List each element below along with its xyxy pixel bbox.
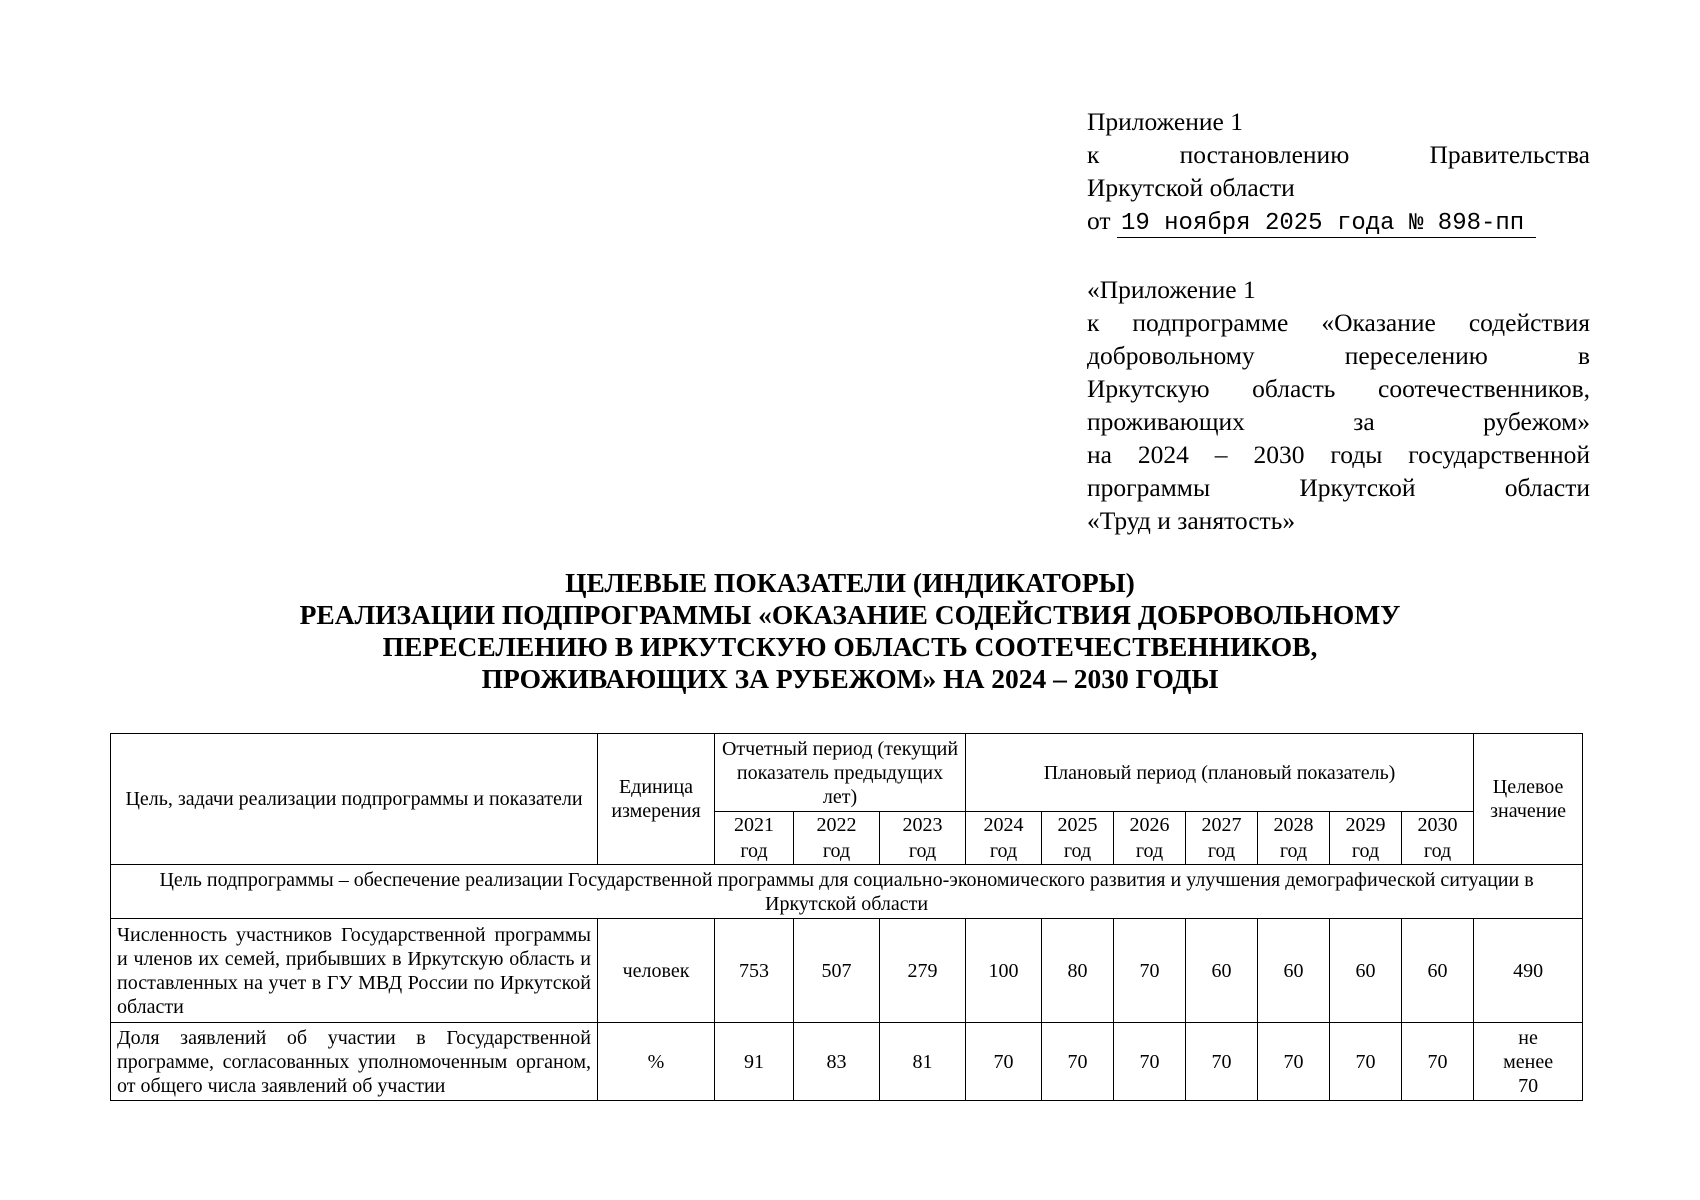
word: постановлению (1179, 140, 1350, 169)
value-cell: 70 (1186, 1023, 1258, 1101)
value-cell: 60 (1186, 919, 1258, 1023)
indicator-name: Доля заявлений об участии в Государственной программе, согласованных уполномоченным органом, от общего числа заявлений об участии (111, 1023, 598, 1101)
value-cell: 91 (715, 1023, 794, 1101)
year: 2027 (1201, 814, 1242, 836)
value-cell: 279 (880, 919, 966, 1023)
year: 2021 (734, 814, 774, 836)
year-header-2027 (1186, 812, 1258, 865)
year-word: год (822, 840, 851, 862)
year: 2030 (1417, 814, 1458, 836)
title-line: РЕАЛИЗАЦИИ ПОДПРОГРАММЫ «ОКАЗАНИЕ СОДЕЙСТВИЯ ДОБРОВОЛЬНОМУ (299, 599, 1401, 630)
value-cell: 60 (1402, 919, 1474, 1023)
year: 2023 (902, 814, 943, 836)
year-word: год (1351, 840, 1380, 862)
target-value (1474, 1023, 1583, 1101)
year: 2026 (1129, 814, 1170, 836)
year-header-2022 (794, 812, 880, 865)
quoted-appendix-line: на 2024 – 2030 годы государственной (1087, 440, 1590, 469)
header-reporting-period: Отчетный период (текущий показатель предыдущих лет) (715, 734, 966, 812)
title-line: ЦЕЛЕВЫЕ ПОКАЗАТЕЛИ (ИНДИКАТОРЫ) (565, 567, 1135, 598)
value-cell: 60 (1258, 919, 1330, 1023)
indicator-name: Численность участников Государственной программы и членов их семей, прибывших в Иркутскую область и поставленных на учет в ГУ МВД России по Иркутской области (111, 919, 598, 1023)
header-unit: Единица измерения (598, 734, 715, 865)
indicator-unit: % (598, 1023, 715, 1101)
value-cell: 81 (880, 1023, 966, 1101)
year-header-2023 (880, 812, 966, 865)
year-word: год (908, 840, 937, 862)
date-prefix: от (1087, 206, 1111, 235)
title-line: ПРОЖИВАЮЩИХ ЗА РУБЕЖОМ» НА 2024 – 2030 ГОДЫ (481, 663, 1219, 694)
value-cell: 70 (1330, 1023, 1402, 1101)
year: 2024 (983, 814, 1024, 836)
value-cell: 80 (1042, 919, 1114, 1023)
year: 2025 (1057, 814, 1098, 836)
value-cell: 60 (1330, 919, 1402, 1023)
value-cell: 70 (1402, 1023, 1474, 1101)
year-header-2029 (1330, 812, 1402, 865)
value-cell: 507 (794, 919, 880, 1023)
year-header-2028 (1258, 812, 1330, 865)
value-cell: 70 (966, 1023, 1042, 1101)
year-word: год (1135, 840, 1164, 862)
word: Правительства (1429, 140, 1590, 169)
year: 2028 (1273, 814, 1314, 836)
appendix-label: Приложение 1 (1087, 107, 1243, 136)
year-word: год (1207, 840, 1236, 862)
value-cell: 83 (794, 1023, 880, 1101)
year-word: год (989, 840, 1018, 862)
word: к (1087, 140, 1100, 169)
appendix-block (1087, 105, 1590, 537)
appendix-region: Иркутской области (1087, 173, 1295, 202)
year-header-2021 (715, 812, 794, 865)
registration-stamp: 19 ноября 2025 года № 898-пп (1117, 210, 1536, 238)
header-goal: Цель, задачи реализации подпрограммы и показатели (111, 734, 598, 865)
target-line: менее (1503, 1050, 1554, 1073)
year: 2029 (1345, 814, 1386, 836)
quoted-appendix-line: к подпрограмме «Оказание содействия (1087, 308, 1590, 337)
quoted-appendix-line: программы Иркутской области (1087, 473, 1590, 502)
year: 2022 (816, 814, 857, 836)
year-header-2024 (966, 812, 1042, 865)
quoted-appendix-line: «Труд и занятость» (1087, 506, 1296, 535)
year-word: год (1423, 840, 1452, 862)
target-value: 490 (1474, 919, 1583, 1023)
header-target-value: Целевое значение (1474, 734, 1583, 865)
value-cell: 70 (1114, 1023, 1186, 1101)
target-line: 70 (1518, 1074, 1539, 1097)
value-cell: 100 (966, 919, 1042, 1023)
year-header-2026 (1114, 812, 1186, 865)
year-word: год (1279, 840, 1308, 862)
appendix-resolution-line (1087, 138, 1590, 171)
goal-row: Цель подпрограммы – обеспечение реализации Государственной программы для социально-экономического развития и улучшения демографической ситуации в Иркутской области (111, 865, 1583, 919)
appendix-date-line (1087, 204, 1590, 240)
target-line: не (1518, 1026, 1538, 1049)
header-planned-period: Плановый период (плановый показатель) (966, 734, 1474, 812)
year-header-2030 (1402, 812, 1474, 865)
year-word: год (740, 840, 768, 862)
quoted-appendix-line: добровольному переселению в (1087, 341, 1590, 370)
indicators-table (110, 733, 1583, 1101)
value-cell: 70 (1114, 919, 1186, 1023)
value-cell: 70 (1258, 1023, 1330, 1101)
value-cell: 70 (1042, 1023, 1114, 1101)
title-line: ПЕРЕСЕЛЕНИЮ В ИРКУТСКУЮ ОБЛАСТЬ СООТЕЧЕСТВЕННИКОВ, (382, 631, 1318, 662)
document-title (80, 567, 1620, 695)
year-word: год (1063, 840, 1092, 862)
value-cell: 753 (715, 919, 794, 1023)
quoted-appendix-line: Иркутскую область соотечественников, (1087, 374, 1590, 403)
quoted-appendix-label: «Приложение 1 (1087, 275, 1256, 304)
indicator-unit: человек (598, 919, 715, 1023)
quoted-appendix-line: проживающих за рубежом» (1087, 407, 1590, 436)
year-header-2025 (1042, 812, 1114, 865)
